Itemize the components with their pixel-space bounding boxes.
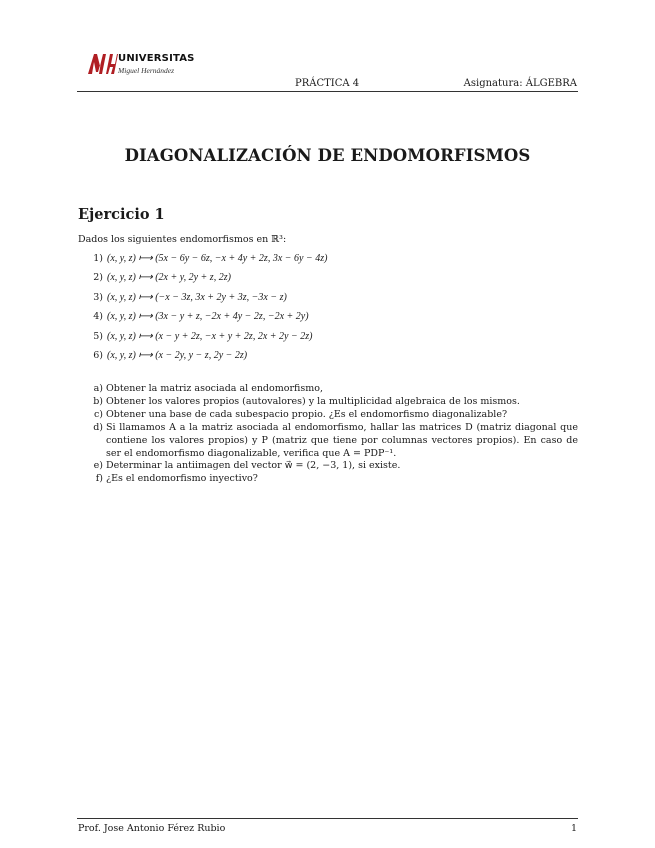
footer-author: Prof. Jose Antonio Férez Rubio — [78, 823, 226, 834]
task-text: Obtener la matriz asociada al endomorfismo, — [106, 383, 323, 394]
task-text: Obtener los valores propios (autovalores) y la multiplicidad algebraica de los mismos. — [106, 395, 520, 407]
list-item — [78, 311, 578, 330]
item-expression: (x, y, z) ⟼ (2x + y, 2y + z, 2z) — [107, 272, 231, 284]
item-expression: (x, y, z) ⟼ (5x − 6y − 6z, −x + 4y + 2z, 3x − 6y − 4z) — [107, 253, 328, 264]
task-letter: a) — [93, 383, 103, 394]
page-title: DIAGONALIZACIÓN DE ENDOMORFISMOS — [124, 146, 531, 165]
item-number: 5) — [93, 330, 103, 342]
logo-subtitle: Miguel Hernández — [118, 66, 175, 75]
task-letter: e) — [93, 460, 103, 472]
task-text: Si llamamos A a la matriz asociada al endomorfismo, hallar las matrices D (matriz diagonal que contiene los valores propios) y P (matriz que tiene por columnas vectores propios). En caso de ser el endomorfismo diagonalizable, verifica que A = PDP⁻¹. — [106, 421, 578, 459]
exercise-intro: Dados los siguientes endomorfismos en ℝ³: — [78, 234, 287, 245]
list-item — [78, 272, 578, 291]
logo-title: UNIVERSITAS — [118, 53, 195, 64]
task-list — [78, 383, 578, 486]
list-item — [78, 396, 578, 409]
item-number: 4) — [93, 311, 103, 323]
task-letter: b) — [93, 395, 103, 407]
subject-label: Asignatura: ÁLGEBRA — [463, 78, 577, 89]
list-item — [78, 253, 578, 272]
page-number: 1 — [570, 823, 577, 834]
item-expression: (x, y, z) ⟼ (x − 2y, y − z, 2y − 2z) — [107, 349, 248, 361]
list-item — [78, 331, 578, 350]
list-item — [78, 473, 578, 486]
item-expression: (x, y, z) ⟼ (x − y + 2z, −x + y + 2z, 2x + 2y − 2z) — [107, 330, 313, 342]
list-item — [78, 292, 578, 311]
item-number: 3) — [93, 291, 103, 303]
list-item — [78, 350, 578, 369]
list-item — [78, 409, 578, 422]
endomorphism-list — [78, 253, 578, 369]
item-number: 6) — [93, 349, 103, 361]
item-number: 2) — [93, 272, 103, 284]
list-item — [78, 383, 578, 396]
university-logo — [86, 48, 196, 78]
task-text: ¿Es el endomorfismo inyectivo? — [106, 473, 258, 485]
task-letter: c) — [93, 408, 103, 420]
list-item — [78, 460, 578, 473]
task-text: Determinar la antiimagen del vector w⃗ = (2, −3, 1), si existe. — [106, 460, 401, 472]
footer-divider — [77, 818, 578, 819]
header-divider — [77, 91, 578, 92]
item-number: 1) — [93, 253, 103, 264]
task-letter: d) — [93, 421, 103, 433]
item-expression: (x, y, z) ⟼ (3x − y + z, −2x + 4y − 2z, −2x + 2y) — [107, 311, 309, 323]
task-letter: f) — [95, 473, 103, 485]
practice-label: PRÁCTICA 4 — [295, 78, 360, 89]
list-item — [78, 422, 578, 461]
item-expression: (x, y, z) ⟼ (−x − 3z, 3x + 2y + 3z, −3x − z) — [107, 291, 287, 303]
task-text: Obtener una base de cada subespacio propio. ¿Es el endomorfismo diagonalizable? — [106, 408, 508, 420]
umh-logo-icon — [86, 50, 118, 76]
exercise-heading: Ejercicio 1 — [78, 206, 165, 223]
